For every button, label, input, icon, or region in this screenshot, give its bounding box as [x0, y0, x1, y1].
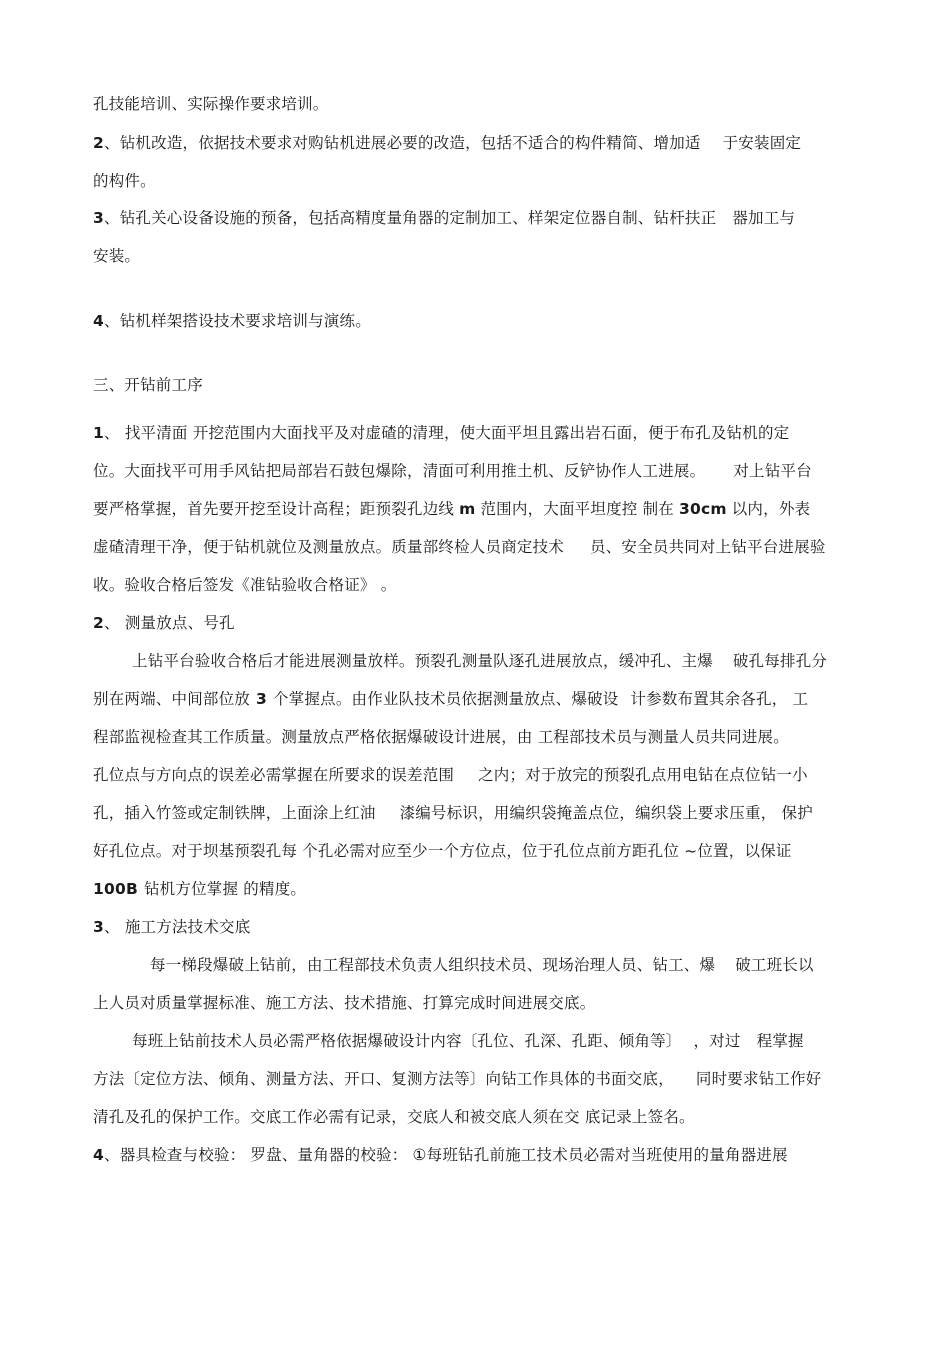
- text-line-22: [150, 955, 814, 975]
- text-line-8: [93, 423, 789, 443]
- line-text: 要严格掌握，首先要开挖至设计高程；距预裂孔边线: [93, 500, 455, 518]
- text-line-4: [93, 208, 795, 228]
- item-number: 3: [93, 209, 104, 227]
- text-line-9: [93, 461, 812, 481]
- text-line-1: [93, 94, 329, 114]
- text-line-26: [93, 1107, 695, 1127]
- line-text-cont: 程掌握: [756, 1032, 804, 1050]
- line-text: 安装。: [93, 247, 141, 265]
- line-text: 方法〔定位方法、倾角、测量方法、开口、复测方法等〕向钻工作具体的书面交底，: [93, 1070, 674, 1088]
- line-text: 、 测量放点、号孔: [104, 614, 235, 632]
- line-text-cont: 以内，外表: [731, 500, 811, 518]
- line-text-cont: 漆编号标识，用编织袋掩盖点位，编织袋上要求压重， 保护: [399, 804, 813, 822]
- line-text: 虚碴清理干净，便于钻机就位及测量放点。质量部终检人员商定技术: [93, 538, 565, 556]
- line-text: 、钻机改造，依据技术要求对购钻机进展必要的改造，包括不适合的构件精简、增加适: [104, 134, 701, 152]
- text-line-5: [93, 246, 140, 266]
- text-line-25: [93, 1069, 822, 1089]
- line-text-cont: 破工班长以: [735, 956, 814, 974]
- line-text-cont: ，对过: [693, 1032, 741, 1050]
- line-text: 钻机方位掌握 的精度。: [143, 880, 307, 898]
- item-number: 2: [93, 134, 104, 152]
- text-line-14: [132, 651, 827, 671]
- heading-text: 三、开钻前工序: [93, 376, 203, 394]
- text-line-20: [93, 879, 306, 899]
- text-line-12: [93, 575, 396, 595]
- line-text-cont: 计参数布置其余各孔， 工: [630, 690, 809, 708]
- line-text: 好孔位点。对于坝基预裂孔每 个孔必需对应至少一个方位点，位于孔位点前方距孔位 ~位置，以保证: [93, 842, 792, 860]
- line-text: 孔位点与方向点的误差必需掌握在所要求的误差范围: [93, 766, 455, 784]
- line-text: 每一梯段爆破上钻前，由工程部技术负责人组织技术员、现场治理人员、钻工、爆: [150, 956, 716, 974]
- text-line-13: [93, 613, 235, 633]
- line-text: 、钻机样架搭设技术要求培训与演练。: [104, 312, 371, 330]
- section-heading: [93, 375, 203, 395]
- line-text: 的构件。: [93, 172, 156, 190]
- text-line-6: [93, 311, 371, 331]
- text-line-21: [93, 917, 250, 937]
- item-number: 4: [93, 312, 104, 330]
- line-text: 位。大面找平可用手风钻把局部岩石鼓包爆除，清面可利用推土机、反铲协作人工进展。: [93, 462, 706, 480]
- line-text: 、器具检查与校验： 罗盘、量角器的校验： ①每班钻孔前施工技术员必需对当班使用的量角器进展: [104, 1146, 788, 1164]
- bold-value: 3: [256, 690, 268, 708]
- line-text: 清孔及孔的保护工作。交底工作必需有记录，交底人和被交底人须在交 底记录上签名。: [93, 1108, 695, 1126]
- line-text: 每班上钻前技术人员必需严格依据爆破设计内容〔孔位、孔深、孔距、倾角等〕: [132, 1032, 682, 1050]
- line-text-cont: 同时要求钻工作好: [695, 1070, 822, 1088]
- line-text-cont: 器加工与: [732, 209, 796, 227]
- item-number: 2: [93, 614, 104, 632]
- text-line-3: [93, 171, 156, 191]
- line-text: 、 找平清面 开挖范围内大面找平及对虚碴的清理，使大面平坦且露出岩石面，便于布孔及钻机的定: [104, 424, 790, 442]
- item-number: 1: [93, 424, 104, 442]
- text-line-23: [93, 993, 595, 1013]
- line-text-cont: 对上钻平台: [733, 462, 812, 480]
- text-line-16: [93, 727, 789, 747]
- line-text: 、钻孔关心设备设施的预备，包括高精度量角器的定制加工、样架定位器自制、钻杆扶正: [104, 209, 717, 227]
- line-text-cont: 破孔每排孔分: [732, 652, 828, 670]
- line-text: 上钻平台验收合格后才能进展测量放样。预裂孔测量队逐孔进展放点，缓冲孔、主爆: [132, 652, 713, 670]
- line-text: 别在两端、中间部位放: [93, 690, 251, 708]
- line-text-cont: 个掌握点。由作业队技术员依据测量放点、爆破设: [273, 690, 619, 708]
- line-text: 程部监视检查其工作质量。测量放点严格依据爆破设计进展，由 工程部技术员与测量人员共同进展。: [93, 728, 789, 746]
- bold-value: m: [459, 500, 476, 518]
- text-line-19: [93, 841, 792, 861]
- line-text-cont: 于安装固定: [722, 134, 802, 152]
- line-text-cont: 范围内，大面平坦度控 制在: [480, 500, 674, 518]
- text-line-17: [93, 765, 808, 785]
- line-text: 、 施工方法技术交底: [104, 918, 251, 936]
- line-text-cont: 之内；对于放完的预裂孔点用电钻在点位钻一小: [478, 766, 808, 784]
- line-text: 孔，插入竹签或定制铁牌，上面涂上红油: [93, 804, 376, 822]
- text-line-27: [93, 1145, 788, 1165]
- item-number: 3: [93, 918, 104, 936]
- text-line-15: [93, 689, 808, 709]
- text-line-2: [93, 133, 801, 153]
- bold-value: 100B: [93, 880, 138, 898]
- text-line-18: [93, 803, 813, 823]
- text-line-10: [93, 499, 810, 519]
- bold-value: 30cm: [679, 500, 727, 518]
- line-text: 孔技能培训、实际操作要求培训。: [93, 95, 329, 113]
- text-line-24: [132, 1031, 804, 1051]
- line-text: 收。验收合格后签发《准钻验收合格证》 。: [93, 576, 397, 594]
- item-number: 4: [93, 1146, 104, 1164]
- text-line-11: [93, 537, 826, 557]
- line-text-cont: 员、安全员共同对上钻平台进展验: [590, 538, 826, 556]
- line-text: 上人员对质量掌握标准、施工方法、技术措施、打算完成时间进展交底。: [93, 994, 596, 1012]
